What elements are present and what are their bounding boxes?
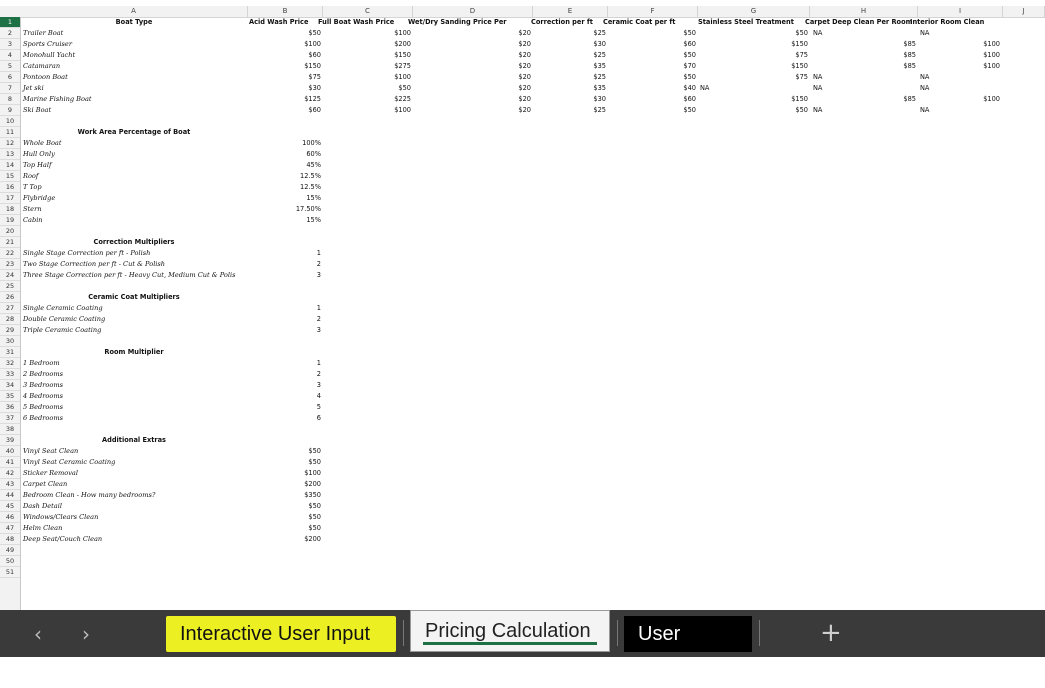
correction-value-cell[interactable]: 3 [316, 271, 321, 279]
extras-value-cell[interactable]: $350 [304, 491, 321, 499]
header-full-boat-wash[interactable]: Full Boat Wash Price [318, 18, 395, 26]
tab-interactive-user-input[interactable]: Interactive User Input [166, 616, 396, 652]
tab-pricing-calculation[interactable] [410, 610, 610, 652]
row-header-36[interactable]: 36 [0, 402, 20, 413]
carpet-cell[interactable] [810, 105, 916, 116]
row-header-46[interactable]: 46 [0, 512, 20, 523]
rooms-value-cell[interactable]: 4 [316, 392, 321, 400]
column-header-c[interactable]: C [323, 6, 413, 17]
extras-value-cell[interactable]: $100 [304, 469, 321, 477]
full-wash-cell[interactable]: $275 [394, 62, 411, 70]
stainless-na-cell[interactable]: NA [813, 73, 823, 81]
row-header-10[interactable]: 10 [0, 116, 20, 127]
row-header-20[interactable]: 20 [0, 226, 20, 237]
interior-room-cell[interactable]: $100 [983, 51, 1000, 59]
header-stainless[interactable]: Stainless Steel Treatment [698, 18, 794, 26]
rooms-label-cell[interactable]: 5 Bedrooms [23, 403, 63, 411]
row-header-32[interactable]: 32 [0, 358, 20, 369]
row-header-27[interactable]: 27 [0, 303, 20, 314]
extras-label-cell[interactable]: Vinyl Seat Clean [23, 447, 79, 455]
extras-section-title[interactable]: Additional Extras [102, 436, 166, 444]
correction-section-title[interactable]: Correction Multipliers [93, 238, 175, 246]
row-header-11[interactable]: 11 [0, 127, 20, 138]
column-header-f[interactable]: F [608, 6, 698, 17]
column-header-e[interactable]: E [533, 6, 608, 17]
work-area-label-cell[interactable]: Roof [23, 172, 39, 180]
row-header-40[interactable]: 40 [0, 446, 20, 457]
boat-name-cell[interactable]: Catamaran [23, 62, 61, 70]
column-header-h[interactable]: H [810, 6, 918, 17]
acid-wash-cell[interactable]: $30 [308, 84, 321, 92]
full-wash-cell[interactable]: $50 [398, 84, 411, 92]
carpet-cell[interactable]: $85 [903, 51, 916, 59]
ceramic-cell[interactable]: $50 [683, 51, 696, 59]
ceramic-cell[interactable]: $50 [683, 106, 696, 114]
full-wash-cell[interactable]: $225 [394, 95, 411, 103]
extras-label-cell[interactable]: Helm Clean [23, 524, 63, 532]
rooms-label-cell[interactable]: 1 Bedroom [23, 359, 60, 367]
sanding-cell[interactable]: $20 [518, 51, 531, 59]
extras-value-cell[interactable]: $50 [308, 513, 321, 521]
ceramic-cell[interactable]: $70 [683, 62, 696, 70]
correction-cell[interactable]: $25 [593, 106, 606, 114]
row-header-26[interactable]: 26 [0, 292, 20, 303]
extras-label-cell[interactable]: Deep Seat/Couch Clean [23, 535, 103, 543]
boat-name-cell[interactable]: Monohull Yacht [23, 51, 76, 59]
work-area-label-cell[interactable]: T Top [23, 183, 42, 191]
work-area-value-cell[interactable]: 15% [306, 216, 321, 224]
sanding-cell[interactable]: $20 [518, 29, 531, 37]
extras-value-cell[interactable]: $50 [308, 524, 321, 532]
extras-value-cell[interactable]: $200 [304, 535, 321, 543]
row-header-45[interactable]: 45 [0, 501, 20, 512]
stainless-cell[interactable]: $75 [795, 73, 808, 81]
interior-room-cell[interactable]: $100 [983, 40, 1000, 48]
boat-name-cell[interactable]: Trailer Boat [23, 29, 64, 37]
acid-wash-cell[interactable]: $50 [308, 29, 321, 37]
carpet-cell[interactable]: $85 [903, 95, 916, 103]
header-boat-type[interactable]: Boat Type [115, 18, 153, 26]
full-wash-cell[interactable]: $150 [394, 51, 411, 59]
rooms-section-title[interactable]: Room Multiplier [104, 348, 164, 356]
row-header-51[interactable]: 51 [0, 567, 20, 578]
interior-room-cell[interactable] [918, 105, 1000, 116]
work-area-section-title[interactable]: Work Area Percentage of Boat [77, 128, 191, 136]
tab-divider [403, 620, 404, 646]
work-area-label-cell[interactable]: Flybridge [23, 194, 56, 202]
rooms-value-cell[interactable]: 1 [316, 359, 321, 367]
row-header-7[interactable]: 7 [0, 83, 20, 94]
ceramic-value-cell[interactable]: 2 [316, 315, 321, 323]
carpet-cell[interactable] [810, 72, 916, 83]
next-sheet-icon[interactable]: › [82, 622, 90, 646]
row-header-15[interactable]: 15 [0, 171, 20, 182]
row-header-17[interactable]: 17 [0, 193, 20, 204]
row-header-19[interactable]: 19 [0, 215, 20, 226]
row-header-42[interactable]: 42 [0, 468, 20, 479]
ceramic-value-cell[interactable]: 3 [316, 326, 321, 334]
carpet-cell[interactable] [810, 28, 916, 39]
sanding-cell[interactable]: $20 [518, 62, 531, 70]
row-header-1[interactable]: 1 [0, 17, 20, 28]
extras-label-cell[interactable]: Carpet Clean [23, 480, 68, 488]
rooms-value-cell[interactable]: 2 [316, 370, 321, 378]
row-header-5[interactable]: 5 [0, 61, 20, 72]
acid-wash-cell[interactable]: $125 [304, 95, 321, 103]
interior-room-cell[interactable]: $100 [983, 95, 1000, 103]
sanding-cell[interactable]: $20 [518, 73, 531, 81]
column-header-j[interactable]: J [1003, 6, 1045, 17]
interior-room-cell[interactable] [918, 72, 1000, 83]
carpet-cell[interactable] [810, 83, 916, 94]
extras-label-cell[interactable]: Sticker Removal [23, 469, 78, 477]
stainless-cell[interactable]: $150 [791, 62, 808, 70]
correction-cell[interactable]: $30 [593, 40, 606, 48]
row-header-16[interactable]: 16 [0, 182, 20, 193]
work-area-value-cell[interactable]: 15% [306, 194, 321, 202]
row-header-47[interactable]: 47 [0, 523, 20, 534]
rooms-label-cell[interactable]: 2 Bedrooms [23, 370, 63, 378]
correction-cell[interactable]: $25 [593, 73, 606, 81]
rooms-value-cell[interactable]: 6 [316, 414, 321, 422]
column-header-g[interactable]: G [698, 6, 810, 17]
ceramic-label-cell[interactable]: Triple Ceramic Coating [23, 326, 102, 334]
boat-name-cell[interactable]: Marine Fishing Boat [23, 95, 92, 103]
interior-room-cell[interactable]: $100 [983, 62, 1000, 70]
row-header-48[interactable]: 48 [0, 534, 20, 545]
column-header-d[interactable]: D [413, 6, 533, 17]
boat-name-cell[interactable]: Pontoon Boat [23, 73, 68, 81]
correction-cell[interactable]: $25 [593, 29, 606, 37]
row-header-34[interactable]: 34 [0, 380, 20, 391]
row-header-37[interactable]: 37 [0, 413, 20, 424]
work-area-value-cell[interactable]: 45% [306, 161, 321, 169]
tab-pricing-label: Pricing Calculation [425, 620, 591, 642]
row-header-13[interactable]: 13 [0, 149, 20, 160]
sanding-cell[interactable]: $20 [518, 95, 531, 103]
header-sanding[interactable]: Wet/Dry Sanding Price Per [408, 18, 507, 26]
ceramic-value-cell[interactable]: 1 [316, 304, 321, 312]
extras-label-cell[interactable]: Bedroom Clean - How many bedrooms? [23, 491, 156, 499]
work-area-value-cell[interactable]: 12.5% [300, 183, 321, 191]
stainless-na-cell[interactable]: NA [813, 106, 823, 114]
full-wash-cell[interactable]: $200 [394, 40, 411, 48]
extras-value-cell[interactable]: $50 [308, 447, 321, 455]
row-header-49[interactable]: 49 [0, 545, 20, 556]
row-header-50[interactable]: 50 [0, 556, 20, 567]
ceramic-cell[interactable]: $50 [683, 29, 696, 37]
column-header-i[interactable]: I [918, 6, 1003, 17]
ceramic-cell[interactable]: $50 [683, 73, 696, 81]
stainless-cell[interactable] [698, 83, 808, 94]
acid-wash-cell[interactable]: $60 [308, 51, 321, 59]
work-area-label-cell[interactable]: Hull Only [23, 150, 55, 158]
carpet-cell[interactable]: $85 [903, 40, 916, 48]
add-sheet-icon[interactable]: + [820, 618, 842, 648]
row-header-39[interactable]: 39 [0, 435, 20, 446]
extras-value-cell[interactable]: $50 [308, 458, 321, 466]
ceramic-label-cell[interactable]: Double Ceramic Coating [23, 315, 106, 323]
row-header-41[interactable]: 41 [0, 457, 20, 468]
correction-cell[interactable]: $35 [593, 84, 606, 92]
work-area-value-cell[interactable]: 100% [302, 139, 321, 147]
carpet-cell[interactable]: $85 [903, 62, 916, 70]
acid-wash-cell[interactable]: $100 [304, 40, 321, 48]
stainless-cell[interactable]: $50 [795, 29, 808, 37]
extras-label-cell[interactable]: Windows/Clears Clean [23, 513, 99, 521]
row-header-23[interactable]: 23 [0, 259, 20, 270]
sheet-tab-bar [0, 610, 1045, 681]
full-wash-cell[interactable]: $100 [394, 106, 411, 114]
rooms-value-cell[interactable]: 3 [316, 381, 321, 389]
row-header-33[interactable]: 33 [0, 369, 20, 380]
rooms-label-cell[interactable]: 3 Bedrooms [23, 381, 63, 389]
stainless-na-cell[interactable]: NA [813, 84, 823, 92]
work-area-label-cell[interactable]: Stern [23, 205, 42, 213]
extras-label-cell[interactable]: Dash Detail [23, 502, 62, 510]
row-header-9[interactable]: 9 [0, 105, 20, 116]
row-header-bar [0, 18, 21, 610]
sanding-cell[interactable]: $20 [518, 40, 531, 48]
tab-user-guide[interactable]: User Guide [624, 616, 752, 652]
row-header-4[interactable]: 4 [0, 50, 20, 61]
correction-cell[interactable]: $35 [593, 62, 606, 70]
row-header-44[interactable]: 44 [0, 490, 20, 501]
active-tab-underline [423, 642, 597, 645]
tab-divider [759, 620, 760, 646]
work-area-value-cell[interactable]: 60% [306, 150, 321, 158]
interior-room-cell[interactable] [918, 83, 1000, 94]
ceramic-cell[interactable]: $60 [683, 95, 696, 103]
row-header-30[interactable]: 30 [0, 336, 20, 347]
ceramic-label-cell[interactable]: Single Ceramic Coating [23, 304, 103, 312]
row-header-8[interactable]: 8 [0, 94, 20, 105]
correction-label-cell[interactable]: Single Stage Correction per ft - Polish [23, 249, 151, 257]
work-area-label-cell[interactable]: Top Half [23, 161, 52, 169]
prev-sheet-icon[interactable]: ‹ [34, 622, 42, 646]
sanding-cell[interactable]: $20 [518, 84, 531, 92]
work-area-value-cell[interactable]: 17.50% [295, 205, 321, 213]
correction-cell[interactable]: $30 [593, 95, 606, 103]
work-area-label-cell[interactable]: Cabin [23, 216, 43, 224]
rooms-label-cell[interactable]: 6 Bedrooms [23, 414, 63, 422]
acid-wash-cell[interactable]: $75 [308, 73, 321, 81]
correction-label-cell[interactable]: Two Stage Correction per ft - Cut & Polish [23, 260, 166, 268]
interior-na-cell[interactable]: NA [920, 29, 930, 37]
work-area-label-cell[interactable]: Whole Boat [23, 139, 62, 147]
rooms-label-cell[interactable]: 4 Bedrooms [23, 392, 63, 400]
correction-cell[interactable]: $25 [593, 51, 606, 59]
stainless-cell[interactable]: $50 [795, 106, 808, 114]
sanding-cell[interactable]: $20 [518, 106, 531, 114]
interior-na-cell[interactable]: NA [920, 106, 930, 114]
row-header-18[interactable]: 18 [0, 204, 20, 215]
correction-label-cell[interactable]: Three Stage Correction per ft - Heavy Cut, Medium Cut & Polis [23, 271, 236, 279]
header-ceramic-coat[interactable]: Ceramic Coat per ft [603, 18, 676, 26]
work-area-value-cell[interactable]: 12.5% [300, 172, 321, 180]
row-header-3[interactable]: 3 [0, 39, 20, 50]
boat-name-cell[interactable]: Jet ski [23, 84, 44, 92]
interior-na-cell[interactable]: NA [920, 73, 930, 81]
row-header-28[interactable]: 28 [0, 314, 20, 325]
interior-na-cell[interactable]: NA [920, 84, 930, 92]
column-header-a[interactable]: A [20, 6, 248, 17]
ceramic-na-cell[interactable]: NA [700, 84, 710, 92]
boat-name-cell[interactable]: Ski Boat [23, 106, 52, 114]
ceramic-cell[interactable]: $40 [683, 84, 696, 92]
boat-name-cell[interactable]: Sports Cruiser [23, 40, 72, 48]
stainless-cell[interactable]: $150 [791, 40, 808, 48]
ceramic-cell[interactable]: $60 [683, 40, 696, 48]
stainless-cell[interactable]: $150 [791, 95, 808, 103]
acid-wash-cell[interactable]: $60 [308, 106, 321, 114]
row-header-29[interactable]: 29 [0, 325, 20, 336]
row-header-43[interactable]: 43 [0, 479, 20, 490]
row-header-25[interactable]: 25 [0, 281, 20, 292]
header-correction[interactable]: Correction per ft [531, 18, 593, 26]
row-header-22[interactable]: 22 [0, 248, 20, 259]
interior-room-cell[interactable] [918, 28, 1000, 39]
tab-divider [617, 620, 618, 646]
row-header-31[interactable]: 31 [0, 347, 20, 358]
full-wash-cell[interactable]: $100 [394, 29, 411, 37]
row-header-38[interactable]: 38 [0, 424, 20, 435]
acid-wash-cell[interactable]: $150 [304, 62, 321, 70]
header-carpet[interactable]: Carpet Deep Clean Per Room [805, 18, 913, 26]
column-header-b[interactable]: B [248, 6, 323, 17]
correction-value-cell[interactable]: 1 [316, 249, 321, 257]
row-header-24[interactable]: 24 [0, 270, 20, 281]
row-header-21[interactable]: 21 [0, 237, 20, 248]
row-header-35[interactable]: 35 [0, 391, 20, 402]
row-header-2[interactable]: 2 [0, 28, 20, 39]
extras-label-cell[interactable]: Vinyl Seat Ceramic Coating [23, 458, 116, 466]
full-wash-cell[interactable]: $100 [394, 73, 411, 81]
row-header-12[interactable]: 12 [0, 138, 20, 149]
stainless-cell[interactable]: $75 [795, 51, 808, 59]
row-header-6[interactable]: 6 [0, 72, 20, 83]
header-acid-wash[interactable]: Acid Wash Price [249, 18, 309, 26]
stainless-na-cell[interactable]: NA [813, 29, 823, 37]
ceramic-section-title[interactable]: Ceramic Coat Multipliers [88, 293, 180, 301]
extras-value-cell[interactable]: $200 [304, 480, 321, 488]
rooms-value-cell[interactable]: 5 [316, 403, 321, 411]
extras-value-cell[interactable]: $50 [308, 502, 321, 510]
header-interior[interactable]: Interior Room Clean [910, 18, 985, 26]
correction-value-cell[interactable]: 2 [316, 260, 321, 268]
row-header-14[interactable]: 14 [0, 160, 20, 171]
